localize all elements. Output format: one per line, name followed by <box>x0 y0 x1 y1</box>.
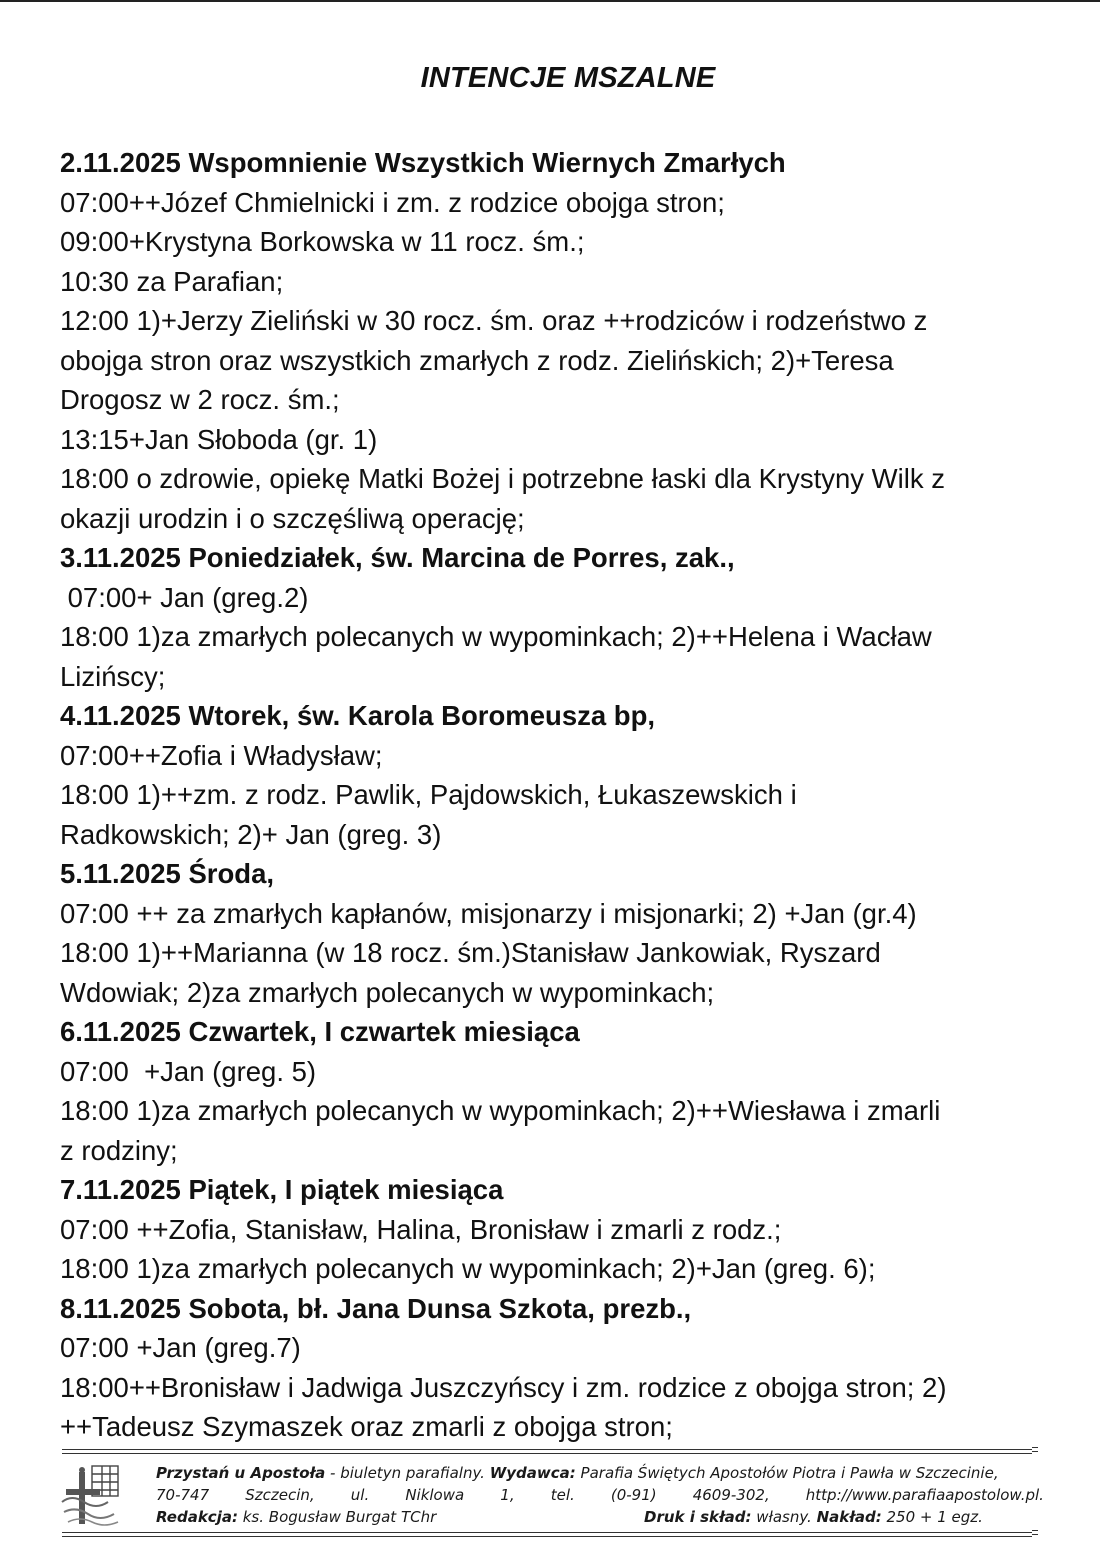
day-header: 6.11.2025 Czwartek, I czwartek miesiąca <box>60 1016 580 1047</box>
intention-line: 12:00 1)+Jerzy Zieliński w 30 rocz. śm. oraz ++rodziców i rodzeństwo z <box>60 305 928 336</box>
address-part: (0-91) <box>610 1486 657 1504</box>
intention-line: ++Tadeusz Szymaszek oraz zmarli z obojga stron; <box>60 1411 673 1442</box>
intentions-list <box>60 143 1080 1447</box>
footer-divider-top <box>62 1449 1032 1450</box>
intention-line: 07:00 ++Zofia, Stanisław, Halina, Bronisław i zmarli z rodz.; <box>60 1213 782 1245</box>
intention-line: Lizińscy; <box>60 660 166 692</box>
page-title: INTENCJE MSZALNE <box>420 62 716 94</box>
address-part: ul. <box>350 1486 370 1504</box>
intention-line: 18:00 1)++zm. z rodz. Pawlik, Pajdowskich, Łukaszewskich i <box>60 779 797 810</box>
editor-value: ks. Bogusław Burgat TChr <box>237 1508 437 1526</box>
intention-line: z rodziny; <box>60 1134 178 1166</box>
intention-line: 18:00++Bronisław i Jadwiga Juszczyńscy i zm. rodzice z obojga stron; 2) <box>60 1371 947 1403</box>
intention-line: 07:00++Józef Chmielnicki i zm. z rodzice obojga stron; <box>60 186 725 218</box>
address-part: 4609-302, <box>692 1486 770 1504</box>
address-part: 1, <box>500 1486 515 1504</box>
footer-divider-bottom <box>62 1536 1032 1537</box>
footer-imprint <box>156 1462 1046 1528</box>
intention-line: 18:00 1)za zmarłych polecanych w wypominkach; 2)++Wiesława i zmarli <box>60 1095 941 1126</box>
address-part: Szczecin, <box>245 1486 315 1504</box>
intention-line: 10:30 za Parafian; <box>60 265 284 297</box>
intention-line: 07:00 ++ za zmarłych kapłanów, misjonarzy i misjonarki; 2) +Jan (gr.4) <box>60 897 917 929</box>
intention-line: 18:00 1)za zmarłych polecanych w wypominkach; 2)+Jan (greg. 6); <box>60 1253 876 1284</box>
publisher-label: Wydawca: <box>489 1464 576 1482</box>
print-value: własny. <box>751 1508 817 1526</box>
footer-divider-bottom-inner <box>62 1532 1032 1533</box>
address-part: 70-747 <box>156 1486 210 1504</box>
day-header: 8.11.2025 Sobota, bł. Jana Dunsa Szkota, prezb., <box>60 1292 692 1324</box>
circulation-value: 250 + 1 egz. <box>881 1508 983 1526</box>
publication-name: Przystań u Apostoła <box>156 1464 326 1482</box>
top-border <box>0 0 1100 2</box>
intention-line: obojga stron oraz wszystkich zmarłych z rodz. Zielińskich; 2)+Teresa <box>60 344 894 376</box>
footer-line-publisher <box>156 1462 1046 1484</box>
print-block <box>644 1506 983 1528</box>
intention-line: 18:00 o zdrowie, opiekę Matki Bożej i potrzebne łaski dla Krystyny Wilk z <box>60 463 945 494</box>
intention-line: 07:00 +Jan (greg.7) <box>60 1332 301 1363</box>
day-header: 4.11.2025 Wtorek, św. Karola Boromeusza bp, <box>60 700 656 731</box>
day-header: 3.11.2025 Poniedziałek, św. Marcina de Porres, zak., <box>60 542 735 573</box>
day-header: 7.11.2025 Piątek, I piątek miesiąca <box>60 1174 504 1205</box>
circulation-label: Nakład: <box>816 1508 882 1526</box>
footer-line-editor <box>156 1506 1044 1528</box>
intention-line: 13:15+Jan Słoboda (gr. 1) <box>60 423 378 455</box>
website-link[interactable]: http://www.parafiaapostolow.pl. <box>805 1486 1044 1504</box>
intention-line: 09:00+Krystyna Borkowska w 11 rocz. śm.; <box>60 226 585 257</box>
editor-block <box>156 1506 644 1528</box>
footer-divider-top-inner <box>62 1453 1032 1454</box>
intention-line: Wdowiak; 2)za zmarłych polecanych w wypominkach; <box>60 976 715 1008</box>
intention-line: Drogosz w 2 rocz. śm.; <box>60 384 340 415</box>
parish-logo-icon <box>58 1462 122 1532</box>
intention-line: 18:00 1)za zmarłych polecanych w wypominkach; 2)++Helena i Wacław <box>60 621 932 652</box>
day-header: 5.11.2025 Środa, <box>60 858 275 889</box>
intention-line: okazji urodzin i o szczęśliwą operację; <box>60 502 525 534</box>
address-part: Niklowa <box>405 1486 465 1504</box>
intention-line: 18:00 1)++Marianna (w 18 rocz. śm.)Stanisław Jankowiak, Ryszard <box>60 937 881 968</box>
intention-line: 07:00+ Jan (greg.2) <box>60 581 309 613</box>
publisher-value: Parafia Świętych Apostołów Piotra i Pawła w Szczecinie, <box>575 1464 999 1482</box>
address-part: tel. <box>550 1486 575 1504</box>
print-label: Druk i skład: <box>644 1508 752 1526</box>
intention-line: 07:00++Zofia i Władysław; <box>60 739 383 771</box>
intention-line: 07:00 +Jan (greg. 5) <box>60 1055 317 1087</box>
publication-description: - biuletyn parafialny. <box>325 1464 490 1482</box>
day-header: 2.11.2025 Wspomnienie Wszystkich Wiernych Zmarłych <box>60 147 786 178</box>
intention-line: Radkowskich; 2)+ Jan (greg. 3) <box>60 818 442 850</box>
editor-label: Redakcja: <box>156 1508 238 1526</box>
footer-line-address <box>156 1484 1044 1506</box>
